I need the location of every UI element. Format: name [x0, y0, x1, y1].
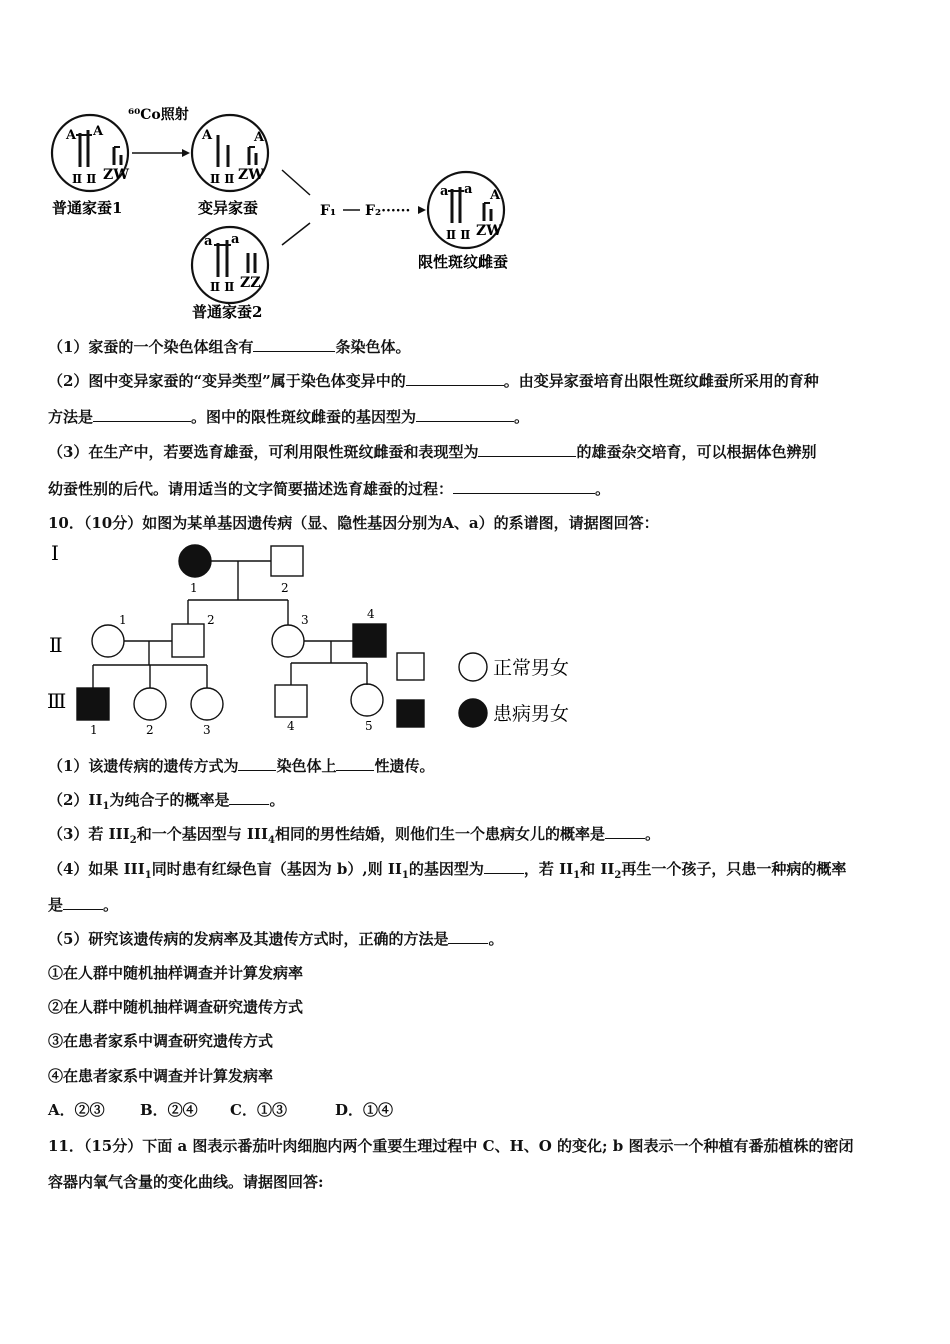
III-2-number: 2 — [146, 723, 154, 737]
q9-p2-text3: 方法是 — [48, 408, 94, 426]
answer-blank[interactable] — [453, 479, 595, 494]
q10-p1-text2: 染色体上 — [276, 757, 337, 775]
legend-normal-label: 正常男女 — [493, 657, 570, 679]
q9-part2-cont — [48, 407, 529, 427]
q10-p2-text: （2）II — [48, 791, 103, 809]
q10-p1-end: 性遗传。 — [374, 757, 435, 775]
q10-p3-text: （3）若 III — [48, 825, 130, 843]
q10-p3-text3: 相同的男性结婚，则他们生一个患病女儿的概率是 — [274, 825, 605, 843]
II-4-affected-male — [353, 624, 386, 657]
arrow-1-head — [182, 149, 190, 157]
silkworm2-label: 普通家蚕2 — [192, 303, 263, 321]
q9-p2-text4: 。图中的限性斑纹雌蚕的基因型为 — [191, 408, 417, 426]
subscript: 1 — [102, 801, 110, 812]
q10-p4-text4: ，若 II — [523, 860, 574, 878]
answer-blank[interactable] — [406, 371, 504, 386]
q10-p5-text: （5）研究该遗传病的发病率及其遗传方式时，正确的方法是 — [48, 930, 449, 948]
q10-p4-text3: 的基因型为 — [408, 860, 484, 878]
II-2-normal-male — [172, 624, 204, 657]
female-allele-a1: a — [440, 184, 449, 199]
III-2-normal-female — [134, 688, 166, 720]
I-2-number: 2 — [281, 581, 289, 595]
silkworm1-sex-chrom: ZW — [103, 167, 129, 183]
III-3-number: 3 — [203, 723, 211, 737]
I-1-number: 1 — [190, 581, 198, 595]
f2-label: F₂······ — [365, 203, 411, 219]
choice-d[interactable]: D．①④ — [335, 1101, 394, 1119]
arrow-3 — [282, 223, 310, 245]
III-4-normal-male — [275, 685, 307, 717]
q9-p2-text: （2）图中变异家蚕的“变异类型”属于染色体变异中的 — [48, 372, 406, 390]
II-1-number: 1 — [119, 613, 127, 627]
II-3-number: 3 — [301, 613, 309, 627]
mutant-sex-chrom: ZW — [238, 167, 264, 183]
q10-title: 10．（10分）如图为某单基因遗传病（显、隐性基因分别为A、a）的系谱图，请据图回答： — [48, 514, 659, 532]
q11-line1: 11．（15分）下面 a 图表示番茄叶肉细胞内两个重要生理过程中 C、H、O 的变化; b 图表示一个种植有番茄植株的密闭 — [48, 1137, 854, 1155]
q9-part3 — [48, 442, 816, 462]
q9-p1-text: （1）家蚕的一个染色体组含有 — [48, 338, 254, 356]
q10-p4-text5: 和 II — [580, 860, 615, 878]
q9-p3-text2: 的雄蚕杂交培育，可以根据体色辨别 — [576, 443, 817, 461]
II-1-normal-female — [92, 625, 124, 657]
II-4-number: 4 — [367, 607, 375, 621]
legend-normal-female — [459, 653, 487, 681]
mutant-label: 变异家蚕 — [198, 199, 259, 217]
q10-p2-end: 。 — [269, 791, 285, 809]
silkworm1-label: 普通家蚕1 — [52, 199, 123, 217]
q10-part4-cont — [48, 895, 118, 915]
q10-option-1: ①在人群中随机抽样调查并计算发病率 — [48, 964, 304, 982]
answer-blank[interactable] — [416, 407, 514, 422]
f1-label: F₁ — [320, 203, 337, 219]
q10-part4 — [48, 859, 846, 886]
silkworm1-allele-a1: A — [66, 128, 77, 143]
III-3-normal-female — [191, 688, 223, 720]
silkworm2-allele-a1: a — [204, 234, 213, 249]
subscript: 4 — [267, 835, 275, 846]
silkworm2-pair-label: Ⅱ Ⅱ — [210, 280, 235, 294]
subscript: 1 — [573, 870, 581, 881]
female-allele-a2: a — [464, 182, 473, 197]
arrow-5-head — [418, 206, 426, 214]
q9-part3-cont — [48, 479, 610, 499]
female-allele-a3: A — [490, 188, 501, 203]
q9-part1 — [48, 337, 410, 357]
subscript: 2 — [614, 870, 622, 881]
q10-p1-text: （1）该遗传病的遗传方式为 — [48, 757, 239, 775]
III-4-number: 4 — [287, 719, 295, 733]
III-1-number: 1 — [90, 723, 98, 737]
choice-b[interactable]: B．②④ — [140, 1101, 198, 1119]
answer-blank[interactable] — [253, 337, 335, 352]
silkworm2-sex-chrom: ZZ — [240, 275, 261, 291]
mutant-pair-label: Ⅱ Ⅱ — [210, 172, 235, 186]
q9-p3-text: （3）在生产中，若要选育雄蚕，可利用限性斑纹雌蚕和表现型为 — [48, 443, 479, 461]
generation-3-label: Ⅲ — [47, 689, 67, 713]
q10-p4-end: 。 — [103, 896, 119, 914]
q10-option-2: ②在人群中随机抽样调查研究遗传方式 — [48, 998, 304, 1016]
silkworm1-allele-a2: A — [93, 124, 104, 139]
q10-p4-text7: 是 — [48, 896, 64, 914]
choice-c[interactable]: C．①③ — [230, 1101, 287, 1119]
subscript: 1 — [144, 870, 152, 881]
silkworm1-pair-label: Ⅱ Ⅱ — [72, 172, 97, 186]
silkworm-chromosome-figure — [40, 95, 560, 325]
generation-2-label: Ⅱ — [49, 633, 63, 657]
female-label: 限性斑纹雌蚕 — [418, 253, 509, 271]
answer-blank[interactable] — [605, 824, 645, 839]
II-3-normal-female — [272, 625, 304, 657]
q10-part3 — [48, 824, 660, 851]
q9-p3-end: 。 — [595, 480, 611, 498]
mutant-allele-a2: A — [254, 130, 265, 145]
answer-blank[interactable] — [238, 756, 276, 771]
q9-p3-text3: 幼蚕性别的后代。请用适当的文字简要描述选育雄蚕的过程： — [48, 480, 454, 498]
legend-affected-label: 患病男女 — [493, 703, 570, 725]
q10-p5-end: 。 — [488, 930, 504, 948]
I-2-normal-male — [271, 546, 303, 576]
q10-part2 — [48, 790, 284, 817]
irradiation-label: ⁶⁰Co照射 — [128, 107, 189, 123]
II-2-number: 2 — [207, 613, 215, 627]
pedigree-chart — [45, 540, 585, 740]
III-1-affected-male — [77, 688, 109, 720]
subscript: 1 — [401, 870, 409, 881]
III-5-number: 5 — [365, 719, 373, 733]
q10-part5 — [48, 929, 503, 949]
answer-blank[interactable] — [63, 895, 103, 910]
legend-normal-male — [397, 653, 424, 680]
q10-option-4: ④在患者家系中调查并计算发病率 — [48, 1067, 274, 1085]
choice-a[interactable]: A．②③ — [48, 1101, 105, 1119]
legend-affected-male — [397, 700, 424, 727]
q10-p3-text2: 和一个基因型与 III — [136, 825, 268, 843]
q10-p2-text2: 为纯合子的概率是 — [109, 791, 230, 809]
mutant-chromosomes — [218, 135, 256, 167]
q10-option-3: ③在患者家系中调查研究遗传方式 — [48, 1032, 274, 1050]
q10-p4-text2: 同时患有红绿色盲（基因为 b）,则 II — [151, 860, 402, 878]
legend-affected-female — [459, 699, 487, 727]
answer-blank[interactable] — [229, 790, 269, 805]
q10-choices — [48, 1100, 393, 1120]
I-1-affected-female — [179, 545, 211, 577]
q10-p4-text6: 再生一个孩子，只患一种病的概率 — [621, 860, 847, 878]
q10-p4-text: （4）如果 III — [48, 860, 145, 878]
arrow-2 — [282, 170, 310, 195]
silkworm2-allele-a2: a — [231, 232, 240, 247]
female-pair-label: Ⅱ Ⅱ — [446, 228, 471, 242]
answer-blank[interactable] — [484, 859, 524, 874]
subscript: 2 — [129, 835, 137, 846]
q9-part2 — [48, 371, 819, 391]
q10-p3-end: 。 — [644, 825, 660, 843]
q9-p2-end: 。 — [514, 408, 530, 426]
female-sex-chrom: ZW — [476, 223, 502, 239]
answer-blank[interactable] — [448, 929, 488, 944]
mutant-allele-a1: A — [202, 128, 213, 143]
q9-p1-end: 条染色体。 — [335, 338, 411, 356]
III-5-normal-female — [351, 684, 383, 716]
q9-p2-text2: 。由变异家蚕培育出限性斑纹雌蚕所采用的育种 — [503, 372, 819, 390]
q10-part1 — [48, 756, 434, 776]
q11-line2: 容器内氧气含量的变化曲线。请据图回答: — [48, 1173, 324, 1191]
answer-blank[interactable] — [93, 407, 191, 422]
generation-1-label: Ⅰ — [51, 541, 59, 565]
answer-blank[interactable] — [336, 756, 374, 771]
answer-blank[interactable] — [478, 442, 576, 457]
